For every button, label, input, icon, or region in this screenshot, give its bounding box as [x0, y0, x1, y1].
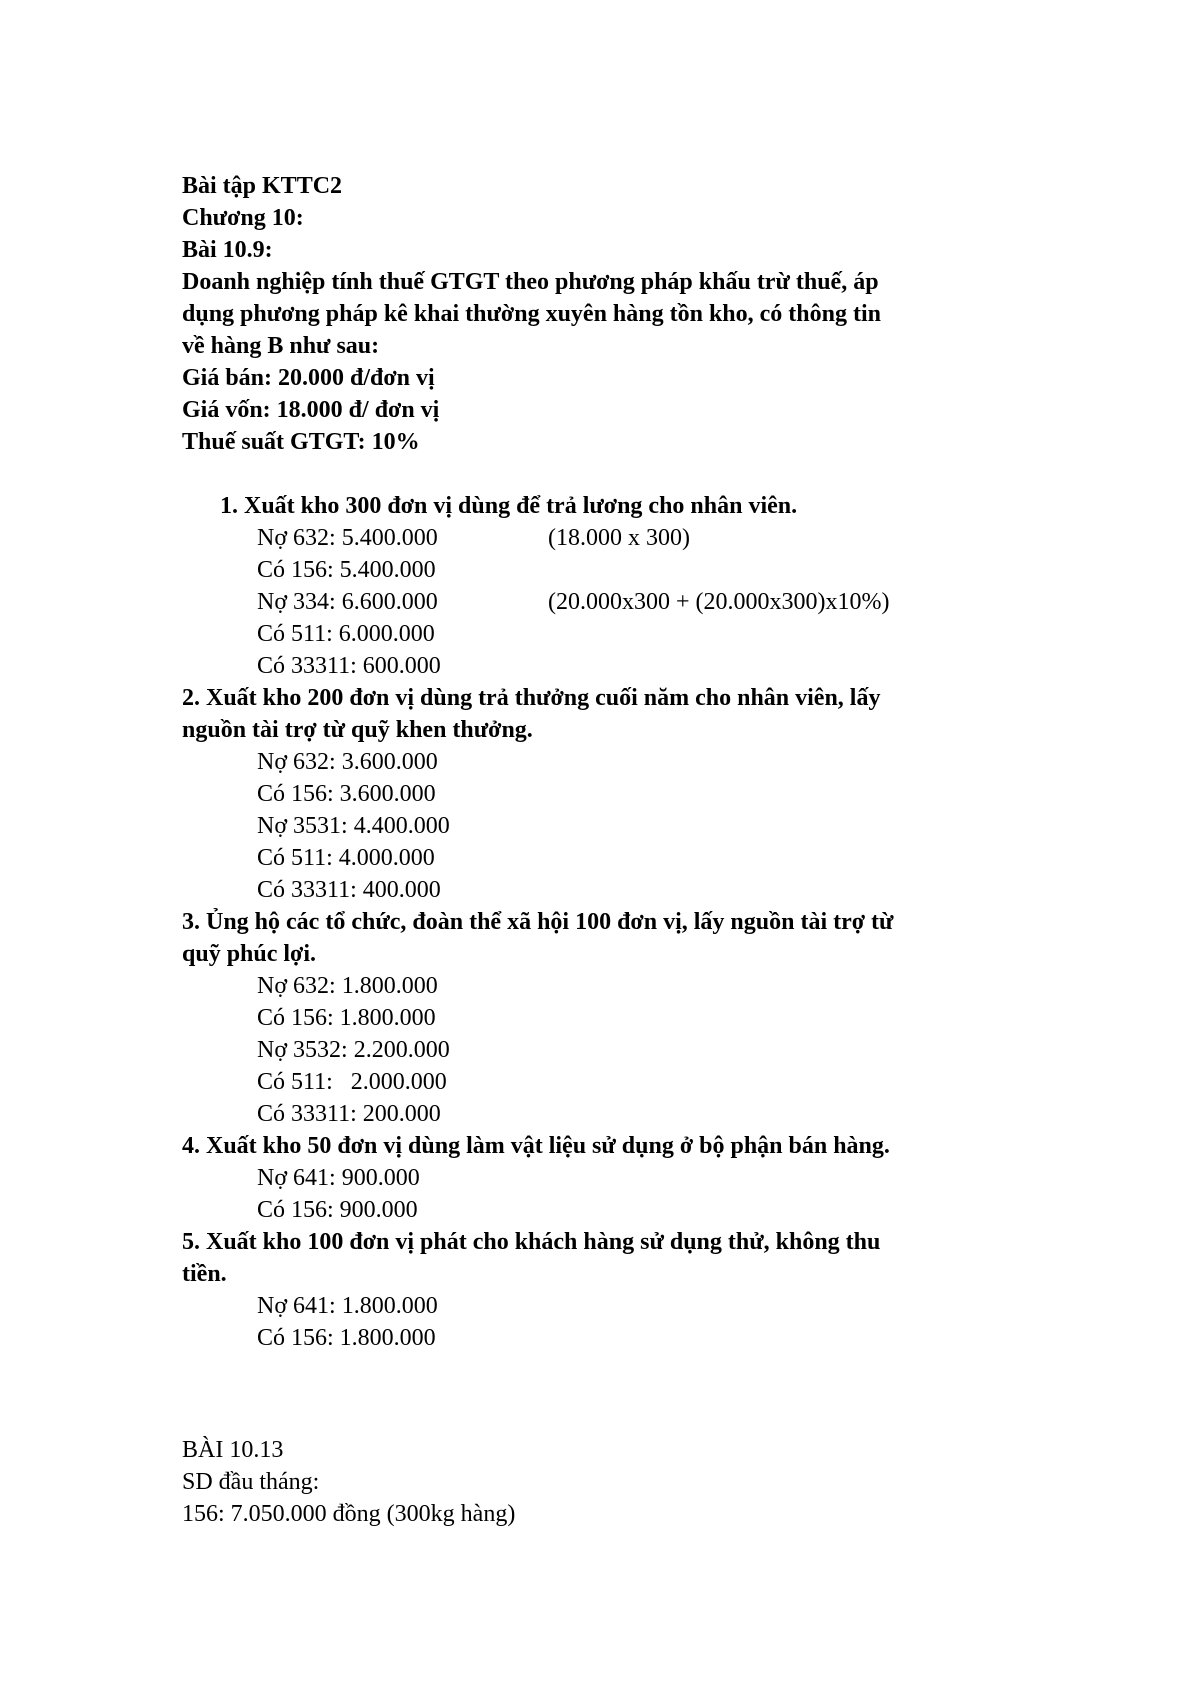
- chapter-heading: Chương 10:: [182, 205, 304, 231]
- journal-entry: Có 33311: 200.000: [257, 1101, 441, 1127]
- item-heading: 4. Xuất kho 50 đơn vị dùng làm vật liệu sử dụng ở bộ phận bán hàng.: [182, 1133, 890, 1159]
- journal-entry: Nợ 3532: 2.200.000: [257, 1037, 450, 1063]
- journal-entry: Nợ 3531: 4.400.000: [257, 813, 450, 839]
- item-heading: 2. Xuất kho 200 đơn vị dùng trả thưởng cuối năm cho nhân viên, lấy: [182, 685, 881, 711]
- intro-line: dụng phương pháp kê khai thường xuyên hàng tồn kho, có thông tin: [182, 301, 881, 327]
- exercise-heading: Bài 10.9:: [182, 237, 273, 263]
- journal-entry: Nợ 334: 6.600.000: [257, 589, 438, 615]
- fact-line: Giá vốn: 18.000 đ/ đơn vị: [182, 397, 440, 423]
- item-heading: 1. Xuất kho 300 đơn vị dùng để trả lương cho nhân viên.: [220, 493, 798, 519]
- journal-entry: Có 511: 6.000.000: [257, 621, 435, 647]
- journal-entry: Nợ 632: 3.600.000: [257, 749, 438, 775]
- journal-entry: Có 156: 5.400.000: [257, 557, 436, 583]
- journal-entry: Có 511: 4.000.000: [257, 845, 435, 871]
- journal-entry: Có 156: 900.000: [257, 1197, 418, 1223]
- entry-note: (18.000 x 300): [548, 525, 690, 551]
- journal-entry: Có 156: 1.800.000: [257, 1005, 436, 1031]
- next-exercise-line: 156: 7.050.000 đồng (300kg hàng): [182, 1501, 516, 1527]
- next-exercise-label: SD đầu tháng:: [182, 1469, 320, 1495]
- item-heading: tiền.: [182, 1261, 227, 1287]
- document-title: Bài tập KTTC2: [182, 173, 343, 199]
- journal-entry: Nợ 641: 1.800.000: [257, 1293, 438, 1319]
- fact-line: Thuế suất GTGT: 10%: [182, 429, 420, 455]
- intro-line: về hàng B như sau:: [182, 333, 380, 359]
- item-heading: quỹ phúc lợi.: [182, 941, 317, 967]
- journal-entry: Có 156: 3.600.000: [257, 781, 436, 807]
- fact-line: Giá bán: 20.000 đ/đơn vị: [182, 365, 435, 391]
- intro-line: Doanh nghiệp tính thuế GTGT theo phương pháp khấu trừ thuế, áp: [182, 269, 879, 295]
- item-heading: 3. Ủng hộ các tổ chức, đoàn thể xã hội 100 đơn vị, lấy nguồn tài trợ từ: [182, 909, 894, 935]
- journal-entry: Có 511: 2.000.000: [257, 1069, 447, 1095]
- journal-entry: Nợ 632: 5.400.000: [257, 525, 438, 551]
- journal-entry: Có 33311: 600.000: [257, 653, 441, 679]
- journal-entry: Nợ 632: 1.800.000: [257, 973, 438, 999]
- item-heading: 5. Xuất kho 100 đơn vị phát cho khách hàng sử dụng thử, không thu: [182, 1229, 881, 1255]
- item-heading: nguồn tài trợ từ quỹ khen thưởng.: [182, 717, 533, 743]
- next-exercise-title: BÀI 10.13: [182, 1437, 284, 1463]
- journal-entry: Có 156: 1.800.000: [257, 1325, 436, 1351]
- entry-note: (20.000x300 + (20.000x300)x10%): [548, 589, 890, 615]
- journal-entry: Nợ 641: 900.000: [257, 1165, 420, 1191]
- journal-entry: Có 33311: 400.000: [257, 877, 441, 903]
